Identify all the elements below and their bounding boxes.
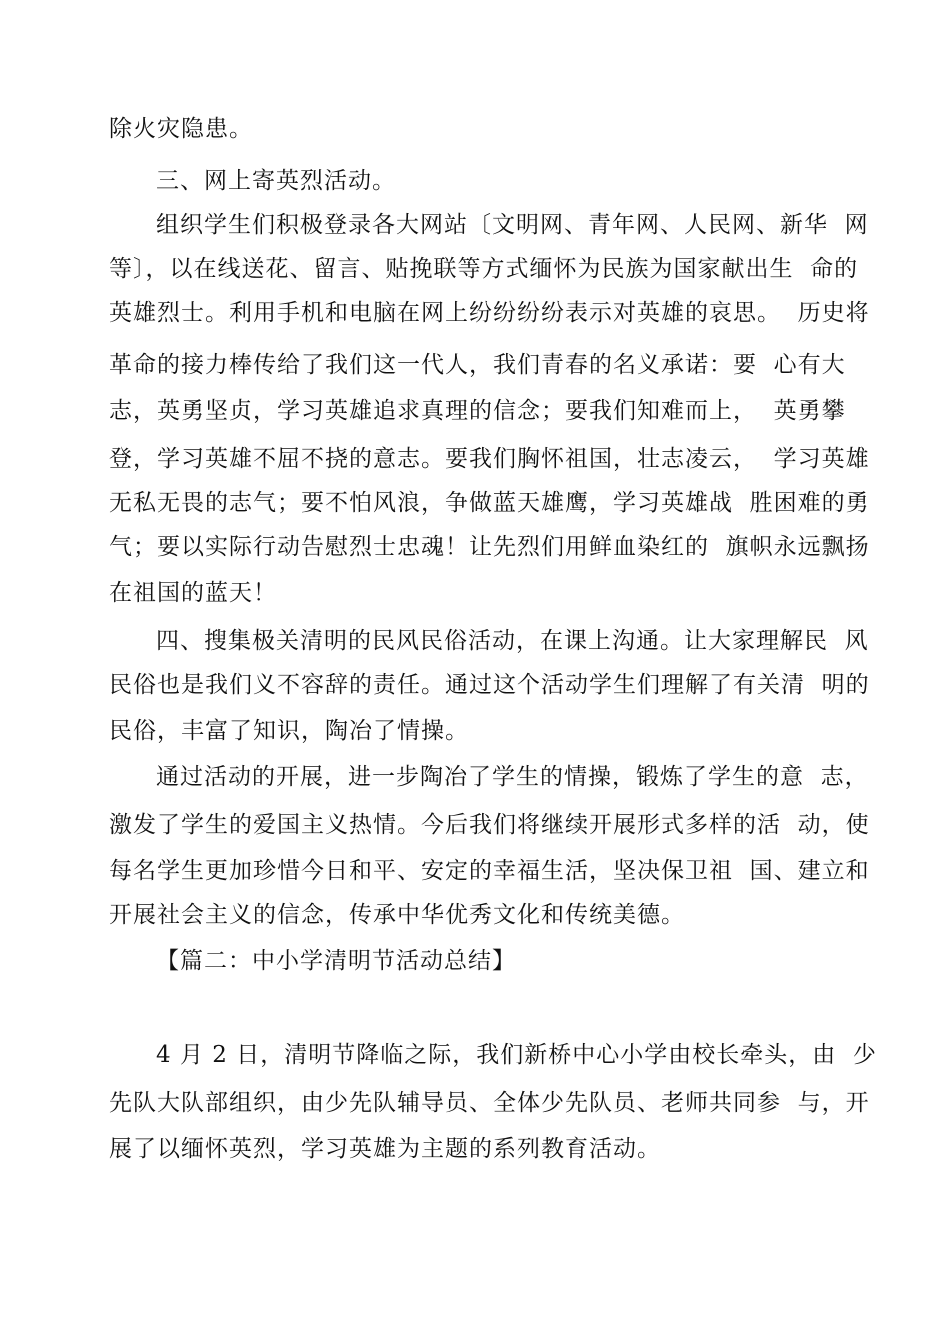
- paragraph-line: 在祖国的蓝天！: [109, 580, 277, 606]
- article-title: 【篇二：中小学清明节活动总结】: [156, 948, 516, 974]
- paragraph-line: 每名学生更加珍惜今日和平、安定的幸福生活，坚决保卫祖 国、建立和: [109, 858, 870, 884]
- paragraph-line: 通过活动的开展，进一步陶冶了学生的情操，锻炼了学生的意 志，: [156, 764, 869, 790]
- paragraph-line: 4 月 2 日，清明节降临之际，我们新桥中心小学由校长牵头，由 少: [156, 1042, 877, 1068]
- paragraph-line: 无私无畏的志气；要不怕风浪，争做蓝天雄鹰，学习英雄战 胜困难的勇: [109, 490, 870, 516]
- paragraph-line: 组织学生们积极登录各大网站〔文明网、青年网、人民网、新华 网: [156, 212, 869, 238]
- section-heading: 四、搜集极关清明的民风民俗活动，在课上沟通。让大家理解民 风: [156, 628, 869, 654]
- paragraph-line: 气；要以实际行动告慰烈士忠魂！让先烈们用鲜血染红的 旗帜永远飘扬: [109, 534, 870, 560]
- paragraph-line: 登，学习英雄不屈不挠的意志。要我们胸怀祖国，壮志凌云， 学习英雄: [109, 446, 870, 472]
- paragraph-line: 民俗也是我们义不容辞的责任。通过这个活动学生们理解了有关清 明的: [109, 672, 870, 698]
- paragraph-line: 英雄烈士。利用手机和电脑在网上纷纷纷纷表示对英雄的哀思。 历史将: [109, 300, 870, 326]
- paragraph-line: 民俗，丰富了知识，陶冶了情操。: [109, 718, 469, 744]
- paragraph-line: 志，英勇坚贞，学习英雄追求真理的信念；要我们知难而上， 英勇攀: [109, 398, 846, 424]
- paragraph-line: 等〕，以在线送花、留言、贴挽联等方式缅怀为民族为国家献出生 命的: [109, 256, 859, 282]
- paragraph-line: 除火灾隐患。: [109, 116, 253, 142]
- paragraph-line: 革命的接力棒传给了我们这一代人，我们青春的名义承诺：要 心有大: [109, 352, 846, 378]
- paragraph-line: 先队大队部组织，由少先队辅导员、全体少先队员、老师共同参 与，开: [109, 1090, 870, 1116]
- section-heading: 三、网上寄英烈活动。: [156, 168, 396, 194]
- paragraph-line: 开展社会主义的信念，传承中华优秀文化和传统美德。: [109, 902, 685, 928]
- paragraph-line: 激发了学生的爱国主义热情。今后我们将继续开展形式多样的活 动，使: [109, 812, 870, 838]
- paragraph-line: 展了以缅怀英烈，学习英雄为主题的系列教育活动。: [109, 1136, 661, 1162]
